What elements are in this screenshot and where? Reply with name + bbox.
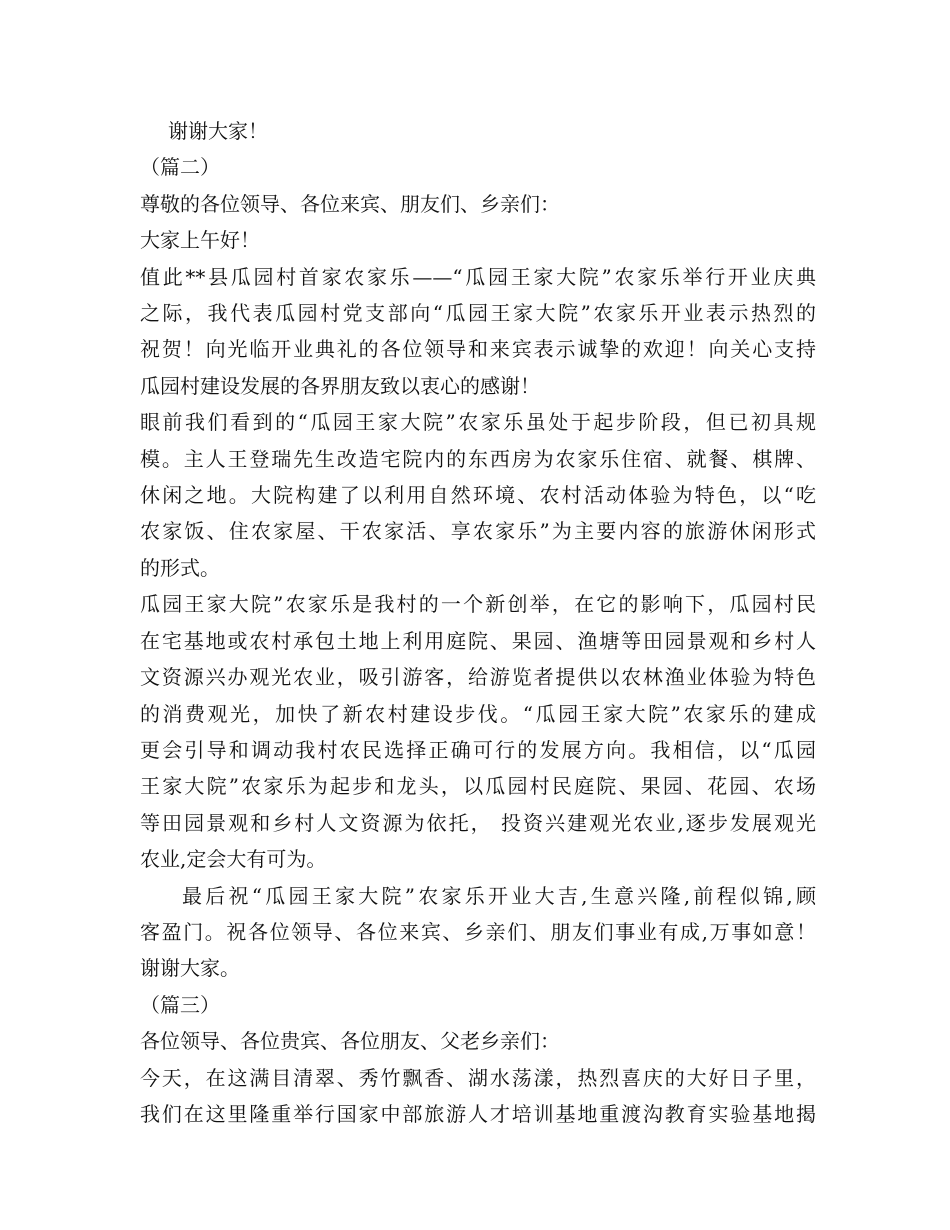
paragraph-line: 瓜园村建设发展的各界朋友致以衷心的感谢！ [140, 373, 540, 398]
paragraph-line: 谢谢大家。 [140, 956, 240, 981]
paragraph-line: 模。主人王登瑞先生改造宅院内的东西房为农家乐住宿、就餐、棋牌、 [140, 446, 816, 471]
paragraph-line: 最后祝“瓜园王家大院”农家乐开业大吉,生意兴隆,前程似锦,顾 [182, 883, 816, 908]
paragraph-line: 瓜园王家大院”农家乐是我村的一个新创举，在它的影响下，瓜园村民 [140, 592, 816, 617]
paragraph-line: 等田园景观和乡村人文资源为依托， 投资兴建观光农业,逐步发展观光 [140, 810, 816, 835]
paragraph-line: 更会引导和调动我村农民选择正确可行的发展方向。我相信，以“瓜园 [140, 737, 816, 762]
paragraph [140, 404, 816, 586]
paragraph-line: 在宅基地或农村承包土地上利用庭院、果园、渔塘等田园景观和乡村人 [140, 628, 816, 653]
paragraph-line: 眼前我们看到的“瓜园王家大院”农家乐虽处于起步阶段，但已初具规 [140, 410, 816, 435]
paragraph [140, 586, 816, 877]
paragraph-line: 农家饭、住农家屋、干农家活、享农家乐”为主要内容的旅游休闲形式 [140, 519, 816, 544]
document-body [140, 113, 816, 1132]
closing-line: 谢谢大家！ [168, 119, 268, 143]
salutation: 尊敬的各位领导、各位来宾、朋友们、乡亲们： [140, 191, 560, 216]
paragraph-line: 祝贺！向光临开业典礼的各位领导和来宾表示诚挚的欢迎！向关心支持 [140, 337, 816, 362]
paragraph-line: 文资源兴办观光农业，吸引游客，给游览者提供以农林渔业体验为特色 [140, 665, 816, 690]
paragraph [140, 1060, 816, 1133]
section-heading-3: （篇三） [140, 992, 220, 1017]
paragraph-line: 我们在这里隆重举行国家中部旅游人才培训基地重渡沟教育实验基地揭 [140, 1101, 816, 1126]
paragraph-line: 王家大院”农家乐为起步和龙头，以瓜园村民庭院、果园、花园、农场 [140, 774, 816, 799]
paragraph-line: 今天，在这满目清翠、秀竹飘香、湖水荡漾，热烈喜庆的大好日子里， [140, 1065, 816, 1090]
greeting: 大家上午好！ [140, 228, 260, 253]
paragraph [140, 878, 816, 987]
paragraph-line: 休闲之地。大院构建了以利用自然环境、农村活动体验为特色，以“吃 [140, 483, 816, 508]
paragraph-line: 的形式。 [140, 555, 220, 580]
paragraph-line: 客盈门。祝各位领导、各位来宾、乡亲们、朋友们事业有成,万事如意！ [140, 919, 816, 944]
section-heading-2: （篇二） [140, 155, 220, 180]
paragraph-line: 值此**县瓜园村首家农家乐——“瓜园王家大院”农家乐举行开业庆典 [140, 264, 816, 289]
paragraph-line: 农业,定会大有可为。 [140, 847, 327, 872]
salutation: 各位领导、各位贵宾、各位朋友、父老乡亲们： [140, 1029, 560, 1054]
paragraph-line: 的消费观光，加快了新农村建设步伐。“瓜园王家大院”农家乐的建成 [140, 701, 816, 726]
paragraph-line: 之际，我代表瓜园村党支部向“瓜园王家大院”农家乐开业表示热烈的 [140, 301, 816, 326]
paragraph [140, 259, 816, 405]
